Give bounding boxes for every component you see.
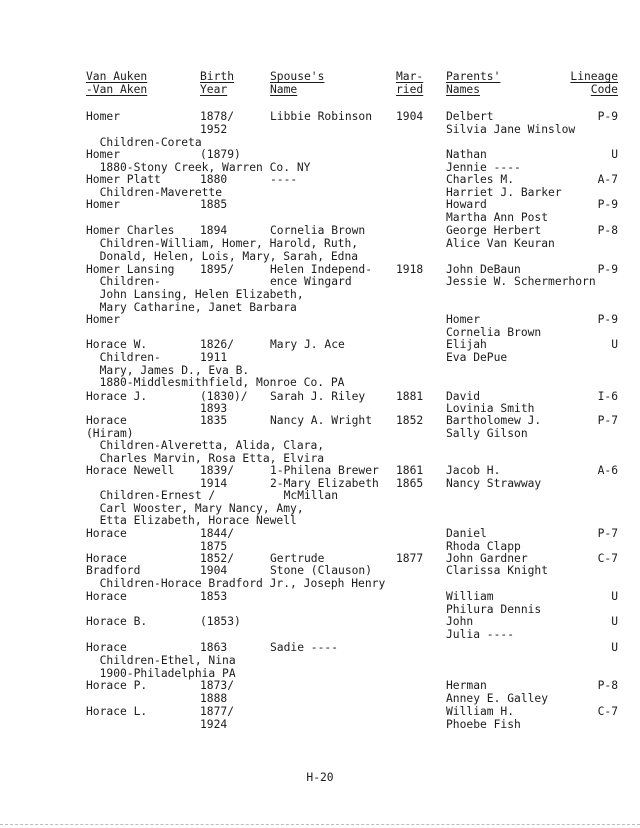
birth-year-cell: 1826/ [200,338,235,351]
name-cell: Children- [86,275,161,288]
name-cell: Mary, James D., Eva B. [86,364,250,377]
table-row [0,351,640,364]
name-cell: Homer Platt [86,173,161,186]
header-spouse: Spouse's [270,70,325,83]
table-row [0,615,640,628]
name-cell: Children-Coreta [86,136,202,149]
parents-cell: Nathan [446,148,487,161]
lineage-cell: U [611,590,618,603]
lineage-cell: U [611,338,618,351]
name-cell: Horace B. [86,615,148,628]
name-cell: Children- [86,351,161,364]
table-row [0,288,640,301]
header-ried: ried [396,83,424,96]
spouse-cell: McMillan [270,489,339,502]
birth-year-cell: 1952 [200,123,228,136]
parents-cell: Jessie W. Schermerhorn [446,275,596,288]
parents-cell: Daniel [446,527,487,540]
parents-cell: Jacob H. [446,464,501,477]
birth-year-cell: 1885 [200,198,228,211]
birth-year-cell: 1924 [200,718,228,731]
table-row [0,577,640,590]
birth-year-cell: 1875 [200,540,228,553]
parents-cell: Cornelia Brown [446,326,542,339]
birth-year-cell: (1830)/ [200,390,248,403]
table-row [0,641,640,654]
parents-cell: Delbert [446,110,494,123]
parents-cell: Harriet J. Barker [446,186,562,199]
name-cell: Children-Alveretta, Alida, Clara, [86,439,325,452]
header-married: Mar- [396,70,424,83]
parents-cell: Jennie ---- [446,161,521,174]
name-cell: Homer [86,148,121,161]
name-cell: Horace W. [86,338,148,351]
table-row [0,123,640,136]
parents-cell: Alice Van Keuran [446,237,555,250]
name-cell: Horace J. [86,390,148,403]
lineage-cell: P-8 [597,224,618,237]
table-row [0,338,640,351]
name-cell: Horace Newell [86,464,175,477]
name-cell: Children-William, Homer, Harold, Ruth, [86,237,359,250]
lineage-cell: C-7 [597,705,618,718]
lineage-cell: A-7 [597,173,618,186]
header-line [0,70,640,83]
name-cell: Horace P. [86,679,148,692]
table-row [0,198,640,211]
parents-cell: David [446,390,481,403]
married-cell: 1881 [396,390,424,403]
name-cell: Horace [86,641,127,654]
birth-year-cell: 1863 [200,641,228,654]
birth-year-cell: 1835 [200,414,228,427]
spouse-cell: Stone (Clauson) [270,564,373,577]
lineage-cell: U [611,615,618,628]
table-row [0,376,640,389]
table-row [0,590,640,603]
spouse-cell: Sarah J. Riley [270,390,366,403]
table-row [0,224,640,237]
name-cell: Etta Elizabeth, Horace Newell [86,514,297,527]
parents-cell: Clarissa Knight [446,564,549,577]
lineage-cell: P-7 [597,527,618,540]
name-cell: Carl Wooster, Mary Nancy, Amy, [86,502,304,515]
parents-cell: Sally Gilson [446,427,528,440]
name-cell: Children-Ethel, Nina [86,654,236,667]
table-row [0,148,640,161]
birth-year-cell: 1878/ [200,110,235,123]
header-lineage: Lineage [570,70,618,83]
name-cell: 1880-Stony Creek, Warren Co. NY [86,161,311,174]
spouse-cell: Sadie ---- [270,641,339,654]
spouse-cell: 1-Philena Brewer [270,464,379,477]
table-row [0,275,640,288]
name-cell: Homer Lansing [86,263,175,276]
spouse-cell: ---- [270,173,298,186]
table-row [0,110,640,123]
name-cell: Horace L. [86,705,148,718]
birth-year-cell: 1888 [200,692,228,705]
parents-cell: Anney E. Galley [446,692,549,705]
birth-year-cell: 1877/ [200,705,235,718]
name-cell: Homer [86,313,121,326]
table-row [0,564,640,577]
parents-cell: Homer [446,313,481,326]
parents-cell: Eva DePue [446,351,508,364]
scan-edge-line [0,824,640,826]
parents-cell: Martha Ann Post [446,211,549,224]
birth-year-cell: 1844/ [200,527,235,540]
table-row [0,628,640,641]
table-row [0,705,640,718]
name-cell: Homer Charles [86,224,175,237]
parents-cell: William H. [446,705,515,718]
spouse-cell: Nancy A. Wright [270,414,373,427]
parents-cell: Phoebe Fish [446,718,521,731]
parents-cell: Herman [446,679,487,692]
table-row [0,654,640,667]
lineage-cell: P-7 [597,414,618,427]
header-code: Code [590,83,618,96]
lineage-cell: U [611,148,618,161]
parents-cell: Julia ---- [446,628,515,641]
birth-year-cell: 1852/ [200,552,235,565]
header-birth: Birth [200,70,235,83]
lineage-cell: P-9 [597,263,618,276]
table-row [0,692,640,705]
lineage-cell: U [611,641,618,654]
name-cell: Homer [86,198,121,211]
name-cell: Children-Horace Bradford Jr., Joseph Henry [86,577,386,590]
married-cell: 1918 [396,263,424,276]
parents-cell: Nancy Strawway [446,477,542,490]
name-cell: Horace [86,527,127,540]
header-parents: Parents' [446,70,501,83]
header-surname: Van Auken [86,70,148,83]
table-row [0,489,640,502]
header-year: Year [200,83,228,96]
table-row [0,718,640,731]
parents-cell: Charles M. [446,173,515,186]
parents-cell: John Gardner [446,552,528,565]
table-row [0,514,640,527]
name-cell: Children-Maverette [86,186,223,199]
lineage-cell: P-8 [597,679,618,692]
parents-cell: Rhoda Clapp [446,540,521,553]
parents-cell: Bartholomew J. [446,414,542,427]
spouse-cell: ence Wingard [270,275,352,288]
birth-year-cell: 1914 [200,477,228,490]
married-cell: 1904 [396,110,424,123]
table-row [0,679,640,692]
birth-year-cell: 1893 [200,402,228,415]
header-names: Names [446,83,481,96]
name-cell: Horace [86,590,127,603]
birth-year-cell: 1895/ [200,263,235,276]
birth-year-cell: 1904 [200,564,228,577]
birth-year-cell: 1911 [200,351,228,364]
lineage-cell: P-9 [597,313,618,326]
name-cell: 1900-Philadelphia PA [86,667,236,680]
lineage-cell: C-7 [597,552,618,565]
header-line [0,83,640,96]
parents-cell: John DeBaun [446,263,521,276]
name-cell: 1880-Middlesmithfield, Monroe Co. PA [86,376,345,389]
table-row [0,313,640,326]
name-cell: Horace [86,414,127,427]
name-cell: Charles Marvin, Rosa Etta, Elvira [86,452,325,465]
birth-year-cell: 1880 [200,173,228,186]
married-cell: 1865 [396,477,424,490]
name-cell: Donald, Helen, Lois, Mary, Sarah, Edna [86,250,359,263]
birth-year-cell: (1853) [200,615,241,628]
spouse-cell: Cornelia Brown [270,224,366,237]
lineage-cell: A-6 [597,464,618,477]
name-cell: Horace [86,552,127,565]
name-cell: John Lansing, Helen Elizabeth, [86,288,304,301]
married-cell: 1852 [396,414,424,427]
lineage-cell: P-9 [597,110,618,123]
spouse-cell: Gertrude [270,552,325,565]
married-cell: 1861 [396,464,424,477]
table-row [0,250,640,263]
table-row [0,414,640,427]
header-name: Name [270,83,298,96]
name-cell: Bradford [86,564,141,577]
parents-cell: Silvia Jane Winslow [446,123,576,136]
spouse-cell: Mary J. Ace [270,338,345,351]
birth-year-cell: (1879) [200,148,241,161]
parents-cell: William [446,590,494,603]
parents-cell: Elijah [446,338,487,351]
parents-cell: Howard [446,198,487,211]
header-surname-variant: -Van Aken [86,83,148,96]
parents-cell: Philura Dennis [446,603,542,616]
parents-cell: George Herbert [446,224,542,237]
parents-cell: John [446,615,474,628]
parents-cell: Lovinia Smith [446,402,535,415]
table-row [0,237,640,250]
lineage-cell: P-9 [597,198,618,211]
birth-year-cell: 1839/ [200,464,235,477]
table-row [0,464,640,477]
spouse-cell: Libbie Robinson [270,110,373,123]
married-cell: 1877 [396,552,424,565]
table-row [0,439,640,452]
birth-year-cell: 1873/ [200,679,235,692]
table-row [0,211,640,224]
name-cell: Mary Catharine, Janet Barbara [86,301,297,314]
name-cell: Children-Ernest / [86,489,216,502]
table-row [0,527,640,540]
table-row [0,173,640,186]
birth-year-cell: 1853 [200,590,228,603]
page-number: H-20 [306,771,334,784]
lineage-cell: I-6 [597,390,618,403]
spouse-cell: Helen Independ- [270,263,373,276]
name-cell: Homer [86,110,121,123]
name-cell: (Hiram) [86,427,134,440]
spouse-cell: 2-Mary Elizabeth [270,477,379,490]
birth-year-cell: 1894 [200,224,228,237]
